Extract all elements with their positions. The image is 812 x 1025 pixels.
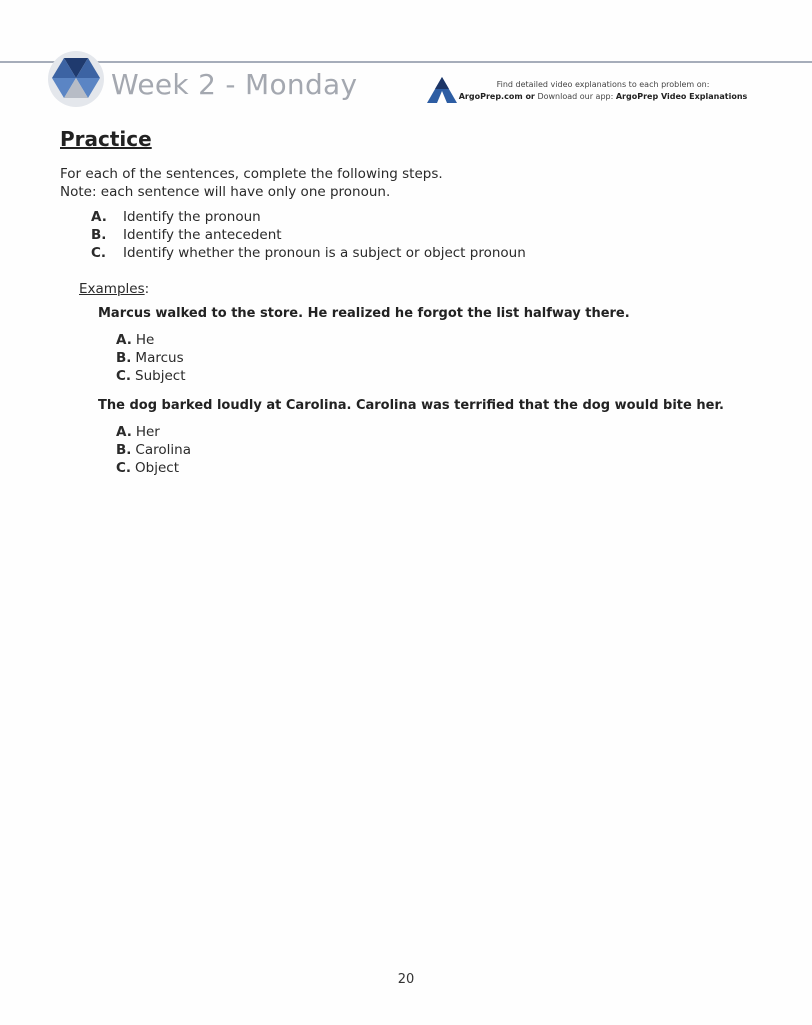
steps-list (91, 208, 526, 262)
section-title: Practice (60, 127, 152, 151)
promo-site-link[interactable]: ArgoPrep.com or (458, 92, 535, 101)
answer-item (116, 441, 191, 459)
example-answers (116, 331, 186, 385)
video-explanations-promo (458, 79, 748, 103)
step-letter: B. (91, 227, 107, 243)
answer-text: Carolina (135, 442, 191, 458)
instruction-line: For each of the sentences, complete the following steps. (60, 166, 443, 182)
step-text: Identify whether the pronoun is a subject or object pronoun (123, 245, 526, 261)
step-item (91, 244, 526, 262)
answer-item (116, 423, 191, 441)
page-number: 20 (397, 972, 415, 987)
example-sentence: The dog barked loudly at Carolina. Carolina was terrified that the dog would bite her. (98, 398, 724, 413)
examples-colon: : (144, 281, 150, 297)
step-letter: A. (91, 209, 107, 225)
promo-app-name[interactable]: ArgoPrep Video Explanations (615, 92, 748, 101)
answer-text: Object (135, 460, 180, 476)
examples-heading (79, 281, 149, 297)
answer-item (116, 349, 186, 367)
answer-item (116, 459, 191, 477)
answer-text: Her (135, 424, 160, 440)
example-sentence: Marcus walked to the store. He realized he forgot the list halfway there. (98, 306, 630, 321)
promo-line: Find detailed video explanations to each problem on: (496, 80, 710, 89)
answer-letter: B. (116, 442, 132, 458)
examples-label: Examples (79, 281, 145, 297)
week-logo-icon (48, 51, 104, 107)
step-text: Identify the antecedent (123, 227, 282, 243)
step-item (91, 208, 526, 226)
answer-letter: C. (116, 368, 132, 384)
answer-letter: A. (116, 332, 132, 348)
example-answers (116, 423, 191, 477)
answer-letter: C. (116, 460, 132, 476)
argoprep-logo-icon (427, 77, 457, 109)
answer-text: Subject (135, 368, 186, 384)
answer-letter: B. (116, 350, 132, 366)
promo-mid-text: Download our app: (537, 92, 614, 101)
page-title: Week 2 - Monday (111, 68, 358, 101)
answer-item (116, 367, 186, 385)
answer-letter: A. (116, 424, 132, 440)
header-rule (0, 61, 812, 63)
step-letter: C. (91, 245, 107, 261)
answer-text: Marcus (135, 350, 184, 366)
answer-text: He (135, 332, 155, 348)
answer-item (116, 331, 186, 349)
step-item (91, 226, 526, 244)
note-line: Note: each sentence will have only one pronoun. (60, 184, 391, 200)
instructions (60, 165, 443, 201)
step-text: Identify the pronoun (123, 209, 261, 225)
